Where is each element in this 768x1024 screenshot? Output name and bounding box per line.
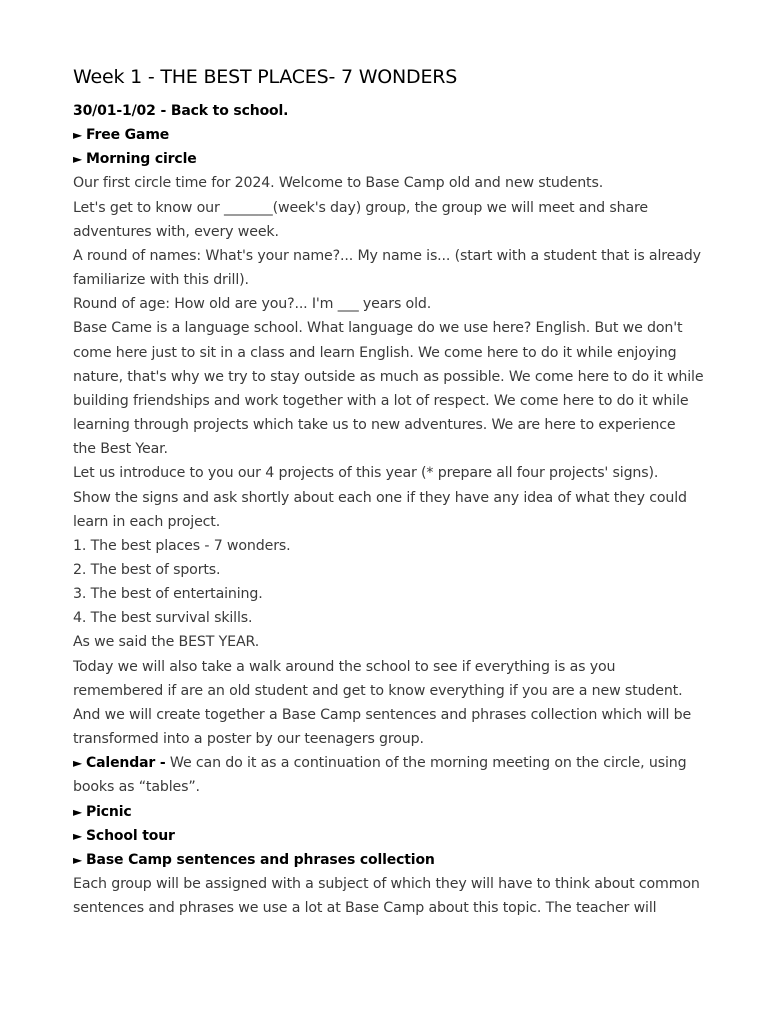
text-line: Today we will also take a walk around the school to see if everything is as you bbox=[73, 658, 616, 675]
section-picnic bbox=[73, 800, 708, 824]
section-label: Free Game bbox=[86, 127, 170, 144]
text-line: adventures with, every week. bbox=[73, 223, 279, 240]
calendar-text: We can do it as a continuation of the morning meeting on the circle, using bbox=[165, 755, 687, 772]
calendar-text-line2: books as “tables”. bbox=[73, 779, 200, 796]
text-line: A round of names: What's your name?... My name is... (start with a student that is already bbox=[73, 247, 701, 264]
text-line: Round of age: How old are you?... I'm ___ years old. bbox=[73, 296, 432, 313]
text-line: Let's get to know our _______(week's day) group, the group we will meet and share bbox=[73, 199, 648, 216]
text-line: And we will create together a Base Camp sentences and phrases collection which will be bbox=[73, 706, 692, 723]
section-school-tour bbox=[73, 824, 708, 848]
section-free-game bbox=[73, 123, 708, 147]
text-line: the Best Year. bbox=[73, 441, 168, 458]
text-line: 4. The best survival skills. bbox=[73, 610, 253, 627]
text-line: come here just to sit in a class and learn English. We come here to do it while enjoying bbox=[73, 344, 677, 361]
section-calendar bbox=[73, 751, 708, 775]
arrow-bullet-icon: ► bbox=[73, 804, 83, 819]
text-line: 1. The best places - 7 wonders. bbox=[73, 537, 291, 554]
arrow-bullet-icon: ► bbox=[73, 128, 83, 143]
text-line: nature, that's why we try to stay outside as much as possible. We come here to do it while bbox=[73, 368, 704, 385]
text-line: familiarize with this drill). bbox=[73, 272, 249, 289]
arrow-bullet-icon: ► bbox=[73, 852, 83, 867]
text-line: transformed into a poster by our teenagers group. bbox=[73, 731, 424, 748]
text-line: 2. The best of sports. bbox=[73, 561, 221, 578]
arrow-bullet-icon: ► bbox=[73, 756, 83, 771]
text-line: remembered if are an old student and get to know everything if you are a new student. bbox=[73, 682, 683, 699]
text-line: 3. The best of entertaining. bbox=[73, 586, 263, 603]
morning-circle-body bbox=[73, 171, 708, 751]
section-label: Picnic bbox=[86, 803, 132, 820]
arrow-bullet-icon: ► bbox=[73, 828, 83, 843]
text-line: building friendships and work together with a lot of respect. We come here to do it while bbox=[73, 392, 689, 409]
collection-body bbox=[73, 872, 708, 920]
text-line: Let us introduce to you our 4 projects of this year (* prepare all four projects' signs). bbox=[73, 465, 659, 482]
arrow-bullet-icon: ► bbox=[73, 152, 83, 167]
date-heading: 30/01-1/02 - Back to school. bbox=[73, 103, 289, 119]
text-line: Show the signs and ask shortly about each one if they have any idea of what they could bbox=[73, 489, 687, 506]
section-morning-circle bbox=[73, 147, 708, 171]
section-label: Calendar - bbox=[86, 755, 166, 772]
text-line: Each group will be assigned with a subject of which they will have to think about common bbox=[73, 876, 700, 892]
text-line: As we said the BEST YEAR. bbox=[73, 634, 260, 651]
text-line: Our first circle time for 2024. Welcome to Base Camp old and new students. bbox=[73, 175, 604, 192]
text-line: Base Came is a language school. What language do we use here? English. But we don't bbox=[73, 320, 683, 337]
section-collection bbox=[73, 848, 708, 872]
text-line: learn in each project. bbox=[73, 513, 221, 530]
text-line: learning through projects which take us to new adventures. We are here to experience bbox=[73, 417, 676, 434]
section-label: Base Camp sentences and phrases collection bbox=[86, 851, 435, 868]
text-line: sentences and phrases we use a lot at Base Camp about this topic. The teacher will bbox=[73, 900, 657, 917]
section-label: School tour bbox=[86, 827, 175, 844]
section-label: Morning circle bbox=[86, 151, 197, 168]
page-title: Week 1 - THE BEST PLACES- 7 WONDERS bbox=[73, 66, 458, 88]
